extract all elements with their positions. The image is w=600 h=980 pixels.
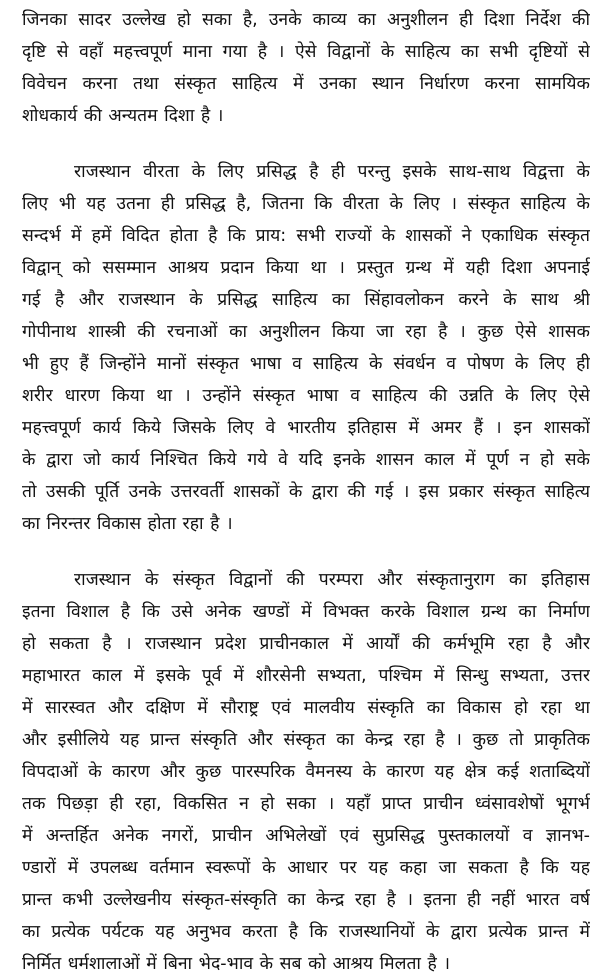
- text-line: महाभारत काल में इसके पूर्व में शौरसेनी सभ्यता, पश्चिम में सिन्धु सभ्यता, उत्तर: [22, 666, 590, 686]
- text-line: तो उसकी पूर्ति उनके उत्तरवर्ती शासकों के द्वारा की गई । इस प्रकार संस्कृत साहित्य: [22, 482, 590, 502]
- text-line: विपदाओं के कारण और कुछ पारस्परिक वैमनस्य के कारण यह क्षेत्र कई शताब्दियों: [22, 762, 590, 782]
- text-line: में सारस्वत और दक्षिण में सौराष्ट्र एवं मालवीय संस्कृति का विकास हो रहा था: [22, 698, 590, 718]
- text-line: भी हुए हैं जिन्होंने मानों संस्कृत भाषा व साहित्य के संवर्धन व पोषण के लिए ही: [22, 354, 590, 374]
- paragraph-1: [22, 4, 590, 132]
- text-line: तक पिछड़ा ही रहा, विकसित न हो सका । यहाँ प्राप्त प्राचीन ध्वंसावशेषों भूगर्भ: [22, 794, 590, 814]
- text-line: गई है और राजस्थान के प्रसिद्ध साहित्य का सिंहावलोकन करने के साथ श्री: [22, 290, 590, 310]
- text-line: शोधकार्य की अन्यतम दिशा है ।: [22, 106, 224, 126]
- text-line: विद्वान् को ससम्मान आश्रय प्रदान किया था । प्रस्तुत ग्रन्थ में यही दिशा अपनाई: [22, 258, 590, 278]
- paragraph-2: [22, 156, 590, 540]
- text-line: के द्वारा जो कार्य निश्चित किये गये वे यदि इनके शासन काल में पूर्ण न हो सके: [22, 450, 590, 470]
- text-line: लिए भी यह उतना ही प्रसिद्ध है, जितना कि वीरता के लिए । संस्कृत साहित्य के: [22, 194, 590, 214]
- text-line: हो सकता है । राजस्थान प्रदेश प्राचीनकाल में आर्यों की कर्मभूमि रहा है और: [22, 634, 590, 654]
- text-line: और इसीलिये यह प्रान्त संस्कृति और संस्कृत का केन्द्र रहा है । कुछ तो प्राकृतिक: [22, 730, 590, 750]
- text-line: का प्रत्येक पर्यटक यह अनुभव करता है कि राजस्थानियों के द्वारा प्रत्येक प्रान्त में: [22, 922, 590, 942]
- text-line: में अन्तर्हित अनेक नगरों, प्राचीन अभिलेखों एवं सुप्रसिद्ध पुस्तकालयों व ज्ञानभ-: [22, 826, 590, 846]
- paragraph-3: [22, 564, 590, 980]
- text-line: शरीर धारण किया था । उन्होंने संस्कृत भाषा व साहित्य की उन्नति के लिए ऐसे: [22, 386, 590, 406]
- text-line: राजस्थान वीरता के लिए प्रसिद्ध है ही परन्तु इसके साथ-साथ विद्वत्ता के: [74, 162, 590, 182]
- text-line: दृष्टि से वहाँ महत्त्वपूर्ण माना गया है । ऐसे विद्वानों के साहित्य का सभी दृष्टियों से: [22, 42, 590, 62]
- text-line: गोपीनाथ शास्त्री की रचनाओं का अनुशीलन किया जा रहा है । कुछ ऐसे शासक: [22, 322, 590, 342]
- text-line: ण्डारों में उपलब्ध वर्तमान स्वरूपों के आधार पर यह कहा जा सकता है कि यह: [22, 858, 590, 878]
- text-line: निर्मित धर्मशालाओं में बिना भेद-भाव के सब को आश्रय मिलता है ।: [22, 954, 451, 974]
- text-line: प्रान्त कभी उल्लेखनीय संस्कृत-संस्कृति का केन्द्र रहा है । इतना ही नहीं भारत वर्ष: [22, 890, 590, 910]
- text-line: महत्त्वपूर्ण कार्य किये जिसके लिए वे भारतीय इतिहास में अमर हैं । इन शासकों: [22, 418, 590, 438]
- text-line: सन्दर्भ में हमें विदित होता है कि प्राय: सभी राज्यों के शासकों ने एकाधिक संस्कृत: [22, 226, 590, 246]
- text-line: जिनका सादर उल्लेख हो सका है, उनके काव्य का अनुशीलन ही दिशा निर्देश की: [22, 10, 590, 30]
- text-line: विवेचन करना तथा संस्कृत साहित्य में उनका स्थान निर्धारण करना सामयिक: [22, 74, 590, 94]
- text-line: का निरन्तर विकास होता रहा है ।: [22, 514, 233, 534]
- text-line: राजस्थान के संस्कृत विद्वानों की परम्परा और संस्कृतानुराग का इतिहास: [74, 570, 590, 590]
- text-line: इतना विशाल है कि उसे अनेक खण्डों में विभक्त करके विशाल ग्रन्थ का निर्माण: [22, 602, 590, 622]
